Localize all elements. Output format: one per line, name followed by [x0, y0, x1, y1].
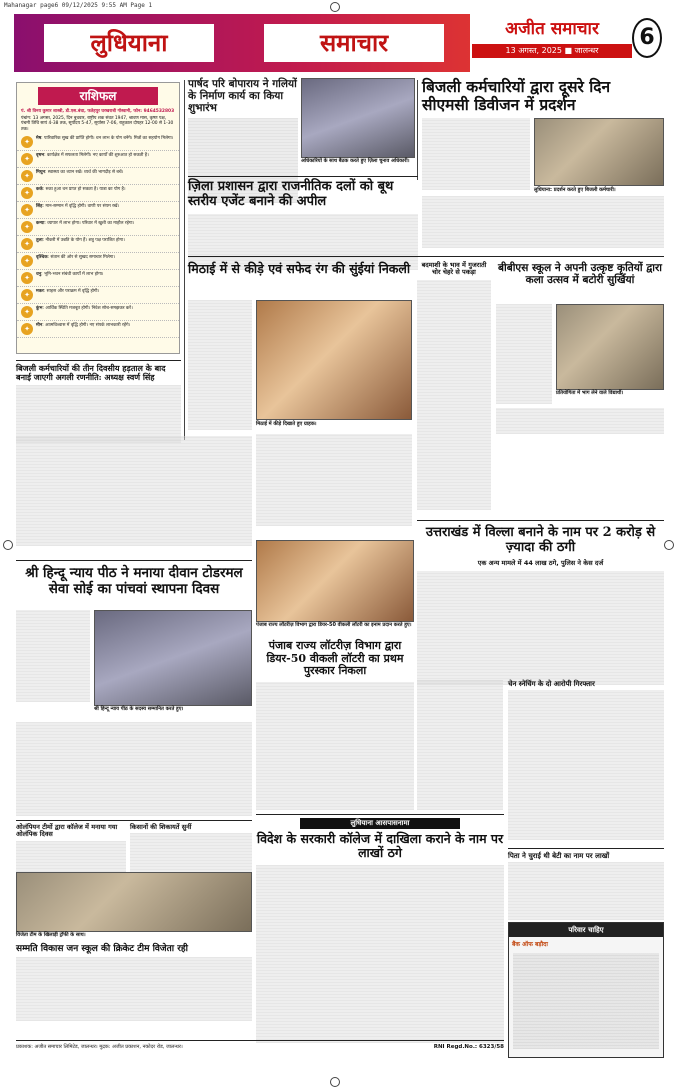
- rashifal-row: [17, 321, 179, 338]
- date-line: 13 अगस्त, 2025 ■ जालन्धर: [472, 44, 632, 58]
- masthead-title-left: लुधियाना: [90, 28, 168, 57]
- body-text: [256, 682, 414, 810]
- story-bijli-top: [422, 78, 662, 114]
- headline: बीबीएस स्कूल ने अपनी उत्कृष्ट कृतियों द्वारा कला उत्सव में बटोरी सुर्खियां: [497, 262, 663, 287]
- photo-students: [556, 304, 664, 390]
- photo-caption: पंजाब राज्य लॉटरीज़ विभाग द्वारा डियर-50 वीकली लॉटरी का इनाम प्रदान करते हुए।: [256, 622, 414, 629]
- rashifal-sign: तुला: [36, 238, 43, 243]
- rashifal-sign: कर्क: [36, 187, 43, 192]
- rashifal-prediction: रुका हुआ धन प्राप्त हो सकता है। यात्रा का योग है।: [45, 187, 126, 192]
- subheadline: एक अन्य मामले में 44 लाख ठगे, पुलिस ने केस दर्ज: [477, 558, 604, 567]
- divider: [188, 176, 418, 177]
- rashifal-row: [17, 270, 179, 287]
- rashifal-text: वृषभ: कार्यक्षेत्र में सफलता मिलेगी। नए कार्यों की शुरुआत हो सकती है।: [36, 153, 149, 158]
- zodiac-icon: ✦: [21, 238, 33, 250]
- story-kisan: [130, 824, 252, 873]
- divider: [16, 560, 252, 561]
- body-text: [417, 680, 503, 810]
- photo-caption: श्री हिन्दू न्याय पीठ के सदस्य सम्मानित करते हुए।: [94, 706, 252, 713]
- masthead-title-left-box: [44, 24, 214, 62]
- zodiac-icon: ✦: [21, 255, 33, 267]
- story-videsh: [256, 832, 504, 1043]
- headline: विदेश के सरकारी कॉलेज में दाखिला कराने के नाम पर लाखों ठगे: [256, 831, 504, 861]
- rashifal-sign: वृषभ: [36, 153, 45, 158]
- rashifal-row: [17, 202, 179, 219]
- rashifal-text: सिंह: मान-सम्मान में वृद्धि होगी। वाणी पर संयम रखें।: [36, 204, 120, 209]
- body-text: [508, 862, 664, 920]
- rashifal-text: कुंभ: आर्थिक स्थिति मजबूत होगी। निवेश सोच-समझकर करें।: [36, 306, 133, 311]
- photo-caption: लुधियाना: प्रदर्शन करते हुए बिजली कर्मचारी।: [534, 187, 664, 194]
- masthead-paper-block: [472, 14, 666, 72]
- photo-event: [94, 610, 252, 706]
- zodiac-icon: ✦: [21, 272, 33, 284]
- reg-number: RNI Regd.No.: 6323/58: [433, 1044, 504, 1050]
- body-text: [16, 436, 252, 546]
- masthead: [14, 14, 666, 72]
- rashifal-byline: पं. श्री विनय कुमार शास्त्री, डी.एस.बंधा, फतेहपुर घरखराबी गोस्वामी, फोन: 9464532803: [21, 109, 175, 114]
- rashifal-text: धनु: भूमि-भवन संबंधी कार्यों में लाभ होगा।: [36, 272, 104, 277]
- rashifal-prediction: आर्थिक स्थिति मजबूत होगी। निवेश सोच-समझकर करें।: [45, 306, 133, 311]
- headline: पिता ने चुराई थी बेटी का नाम पर लाखों: [508, 851, 610, 860]
- body-text: [422, 118, 530, 190]
- rashifal-row: [17, 134, 179, 151]
- photo-caption: अधिकारियों के साथ बैठक करते हुए ज़िला चुनाव अधिकारी।: [301, 158, 415, 165]
- rashifal-row: [17, 168, 179, 185]
- rashifal-sign: कुंभ: [36, 306, 43, 311]
- rashifal-row: [17, 185, 179, 202]
- body-text: [417, 280, 491, 510]
- zodiac-icon: ✦: [21, 306, 33, 318]
- body-text: [130, 833, 252, 873]
- rashifal-prediction: पारिवारिक सुख की प्राप्ति होगी। धन लाभ के योग बनेंगे। मित्रों का सहयोग मिलेगा।: [44, 136, 174, 141]
- rashifal-sign: मिथुन: [36, 170, 46, 175]
- ad-body: [513, 953, 659, 1049]
- story-chain: [508, 680, 664, 840]
- photo-caption: प्रतियोगिता में भाग लेने वाले विद्यार्थी।: [556, 390, 664, 397]
- photo-sweets: [256, 300, 412, 420]
- photo-caption: मिठाई में कीड़े दिखाते हुए ग्राहक।: [256, 421, 412, 428]
- rashifal-text: तुला: नौकरी में उन्नति के योग हैं। शत्रु पक्ष पराजित होगा।: [36, 238, 125, 243]
- headline: बिजली कर्मचारियों की तीन दिवसीय हड़ताल के बाद बनाई जाएगी अगली रणनीति: अध्यक्ष स्वर्ण सिंह: [16, 363, 166, 383]
- photo-protest: [534, 118, 664, 186]
- rashifal-row: [17, 151, 179, 168]
- divider: [256, 814, 504, 815]
- rashifal-sign: मेष: [36, 136, 42, 141]
- headline: पार्षद परि बोपाराय ने गलियों के निर्माण कार्य का किया शुभारंभ: [188, 78, 297, 115]
- body-text: [256, 434, 412, 526]
- masthead-banner: [14, 14, 470, 72]
- rashifal-sign: वृश्चिक: [36, 255, 48, 260]
- ad-title: परिवार चाहिए: [509, 923, 663, 937]
- print-slug: Mahanagar page6 09/12/2025 9:55 AM Page 1: [4, 2, 153, 9]
- photo-meeting: [301, 78, 415, 158]
- ad-bank: बैंक ऑफ बड़ौदा: [512, 941, 548, 948]
- rashifal-prediction: नौकरी में उन्नति के योग हैं। शत्रु पक्ष पराजित होगा।: [45, 238, 125, 243]
- column-divider: [184, 80, 185, 440]
- rashifal-title: राशिफल: [38, 87, 158, 105]
- divider: [417, 520, 664, 521]
- rashifal-box: [16, 82, 180, 354]
- zodiac-icon: ✦: [21, 136, 33, 148]
- rashifal-row: [17, 304, 179, 321]
- body-text: [188, 300, 252, 430]
- story-bbs: [496, 262, 664, 286]
- rashifal-prediction: भूमि-भवन संबंधी कार्यों में लाभ होगा।: [44, 272, 104, 277]
- rashifal-sign: सिंह: [36, 204, 43, 209]
- body-text: [496, 304, 552, 404]
- rashifal-prediction: व्यापार में लाभ होगा। परिवार में खुशी का माहौल रहेगा।: [47, 221, 135, 226]
- zodiac-icon: ✦: [21, 221, 33, 233]
- body-text: [16, 385, 181, 443]
- body-text: [422, 196, 664, 248]
- section-kicker: लुधियाना आसपासनामा: [300, 818, 460, 829]
- rashifal-text: मीन: आत्मविश्वास में वृद्धि होगी। नए संपर्क लाभकारी रहेंगे।: [36, 323, 131, 328]
- story-beti: [508, 852, 664, 920]
- body-text: [417, 571, 664, 685]
- registration-mark-icon: [330, 2, 340, 12]
- headline: उत्तराखंड में विल्ला बनाने के नाम पर 2 करोड़ से ज़्यादा की ठगी: [425, 525, 656, 555]
- body-text: [16, 957, 252, 1021]
- registration-mark-icon: [664, 540, 674, 550]
- rashifal-row: [17, 219, 179, 236]
- rashifal-row: [17, 236, 179, 253]
- rashifal-text: कर्क: रुका हुआ धन प्राप्त हो सकता है। यात्रा का योग है।: [36, 187, 126, 192]
- rashifal-text: मेष: पारिवारिक सुख की प्राप्ति होगी। धन लाभ के योग बनेंगे। मित्रों का सहयोग मिलेगा।: [36, 136, 174, 141]
- zodiac-icon: ✦: [21, 289, 33, 301]
- rashifal-sign: मीन: [36, 323, 43, 328]
- ad-box: [508, 922, 664, 1058]
- body-text: [256, 865, 504, 1043]
- paper-name: अजीत समाचार: [505, 19, 599, 39]
- story-hindu: [16, 566, 252, 597]
- registration-mark-icon: [330, 1077, 340, 1087]
- story-small: [417, 262, 491, 510]
- story-bijli-lead: [16, 364, 181, 443]
- headline: ज़िला प्रशासन द्वारा राजनीतिक दलों को बूथ स्तरीय एजेंट बनाने की अपील: [188, 179, 394, 209]
- rashifal-list: [17, 134, 179, 338]
- rashifal-text: मिथुन: स्वास्थ्य का ध्यान रखें। व्यर्थ की भागदौड़ से बचें।: [36, 170, 124, 175]
- imprint: प्रकाशक: अजीत समाचार लिमिटेड, जालन्धर। मुद्रक: अजीत प्रकाशन, नकोदर रोड, जालन्धर।: [16, 1044, 183, 1050]
- rashifal-prediction: आत्मविश्वास में वृद्धि होगी। नए संपर्क लाभकारी रहेंगे।: [45, 323, 131, 328]
- rashifal-intro: पंचांग: 13 अगस्त, 2025, दिन बुधवार, राष्ट्रीय शक संवत 1947, श्रावण मास, कृष्ण पक्ष, पंचमी तिथि सायं 4-38 तक, सूर्योदय 5-47, सूर्यास्त 7-06, राहुकाल दोपहर 12-00 से 1-30 तक।: [21, 115, 174, 132]
- rashifal-text: कन्या: व्यापार में लाभ होगा। परिवार में खुशी का माहौल रहेगा।: [36, 221, 135, 226]
- rashifal-text: वृश्चिक: संतान की ओर से सुखद समाचार मिलेगा।: [36, 255, 116, 260]
- body-text: [16, 722, 252, 816]
- rashifal-row: [17, 253, 179, 270]
- body-text: [496, 408, 664, 434]
- rashifal-sign: धनु: [36, 272, 42, 277]
- story-skool: [16, 944, 252, 1021]
- story-mithai: [188, 262, 413, 276]
- rashifal-prediction: स्वास्थ्य का ध्यान रखें। व्यर्थ की भागदौड़ से बचें।: [47, 170, 124, 175]
- headline: चेन स्नेचिंग के दो आरोपी गिरफ्तार: [508, 679, 595, 688]
- masthead-title-right-box: [264, 24, 444, 62]
- zodiac-icon: ✦: [21, 187, 33, 199]
- headline: बिजली कर्मचारियों द्वारा दूसरे दिन सीएमसी डिवीजन में प्रदर्शन: [422, 77, 611, 114]
- photo-cricket-team: [16, 872, 252, 932]
- zodiac-icon: ✦: [21, 204, 33, 216]
- headline: श्री हिन्दू न्याय पीठ ने मनाया दीवान टोडरमल सेवा सोई का पांचवां स्थापना दिवस: [25, 565, 243, 597]
- divider: [16, 360, 181, 361]
- zodiac-icon: ✦: [21, 323, 33, 335]
- headline: किसानों की शिकायतें सुनीं: [130, 823, 192, 831]
- photo-lottery: [256, 540, 414, 622]
- headline: पंजाब राज्य लॉटरीज़ विभाग द्वारा डियर-50 वीकली लॉटरी का प्रथम पुरस्कार निकला: [266, 639, 404, 678]
- zodiac-icon: ✦: [21, 153, 33, 165]
- rashifal-prediction: संतान की ओर से सुखद समाचार मिलेगा।: [50, 255, 116, 260]
- story-uttarakhand: [417, 526, 664, 685]
- column-divider: [417, 80, 418, 180]
- photo-caption: विजेता टीम के खिलाड़ी ट्रॉफी के साथ।: [16, 932, 252, 939]
- divider: [508, 848, 664, 849]
- registration-mark-icon: [3, 540, 13, 550]
- page-number: 6: [632, 18, 662, 58]
- divider: [188, 256, 664, 257]
- rashifal-sign: मकर: [36, 289, 44, 294]
- body-text: [508, 690, 664, 840]
- masthead-title-right: समाचार: [319, 28, 389, 57]
- rashifal-text: मकर: साहस और पराक्रम में वृद्धि होगी।: [36, 289, 100, 294]
- divider: [16, 1040, 504, 1041]
- headline: ओलंपियन टीमों द्वारा कॉलेज में मनाया गया ओलंपिक दिवस: [16, 823, 118, 839]
- zodiac-icon: ✦: [21, 170, 33, 182]
- rashifal-sign: कन्या: [36, 221, 45, 226]
- body-text: [16, 610, 90, 702]
- rashifal-prediction: मान-सम्मान में वृद्धि होगी। वाणी पर संयम रखें।: [45, 204, 120, 209]
- rashifal-prediction: साहस और पराक्रम में वृद्धि होगी।: [46, 289, 100, 294]
- rashifal-row: [17, 287, 179, 304]
- headline: बदमाशी के भाव में गुजराती चोर चेहरे से पकड़ा: [421, 261, 487, 277]
- story-lottery: [256, 640, 414, 810]
- headline: सम्मति विकास जन स्कूल की क्रिकेट टीम विजेता रही: [16, 944, 188, 954]
- rashifal-prediction: कार्यक्षेत्र में सफलता मिलेगी। नए कार्यों की शुरुआत हो सकती है।: [46, 153, 149, 158]
- divider: [16, 820, 252, 821]
- headline: मिठाई में से कीड़े एवं सफेद रंग की सुंईयां निकली: [188, 261, 411, 276]
